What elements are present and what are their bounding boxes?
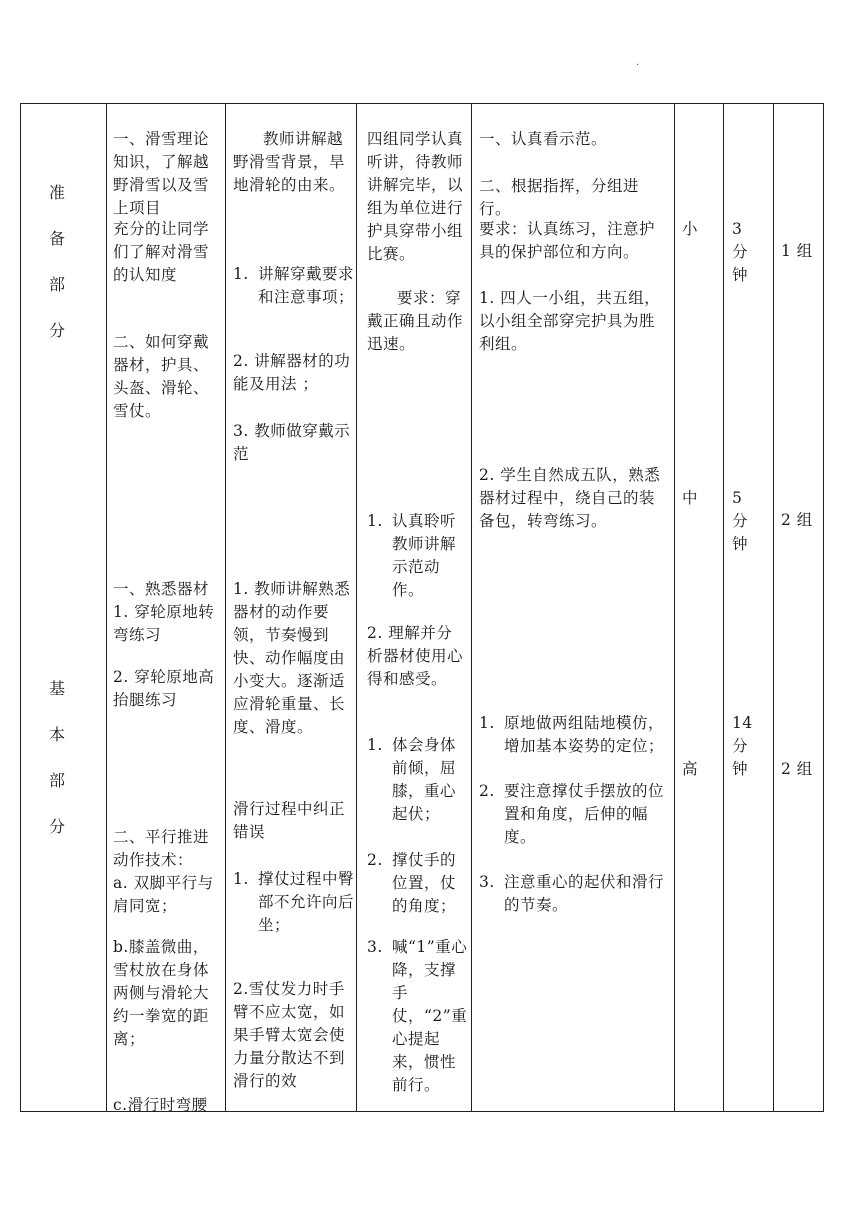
col-border	[773, 103, 774, 1112]
teacher-text: 2. 讲解器材的功能及用法 ；	[233, 352, 351, 393]
col-border	[356, 103, 357, 1112]
teacher-text: 2.雪仗发力时手臂不应太宽，如果手臂太宽会使力量分散达不到滑行的效	[233, 980, 346, 1090]
content-text: c.滑行时弯腰	[113, 1096, 208, 1114]
group-count: 1 组	[781, 242, 813, 260]
section-basic-char: 分	[48, 817, 65, 836]
org-text: 2. 学生自然成五队，熟悉器材过程中，绕自己的装备包，转弯练习。	[479, 466, 661, 530]
list-item: 1. 原地做两组陆地模仿，增加基本姿势的定位；	[479, 714, 665, 755]
duration-number: 3	[732, 220, 743, 238]
teacher-text: 教师讲解越野滑雪背景，旱地滑轮的由来。	[233, 130, 346, 194]
teacher-text: 1. 教师讲解熟悉器材的动作要领，节奏慢到快、动作幅度由小变大。逐渐适应滑轮重量、长度、滑度。	[233, 580, 351, 736]
org-text: 一、认真看示范。	[479, 130, 608, 148]
student-text: 2. 理解并分析器材使用心得和感受。	[367, 624, 464, 688]
intensity-high: 高	[682, 760, 699, 778]
group-count: 2 组	[781, 760, 813, 778]
content-text: 二、平行推进动作技术：	[113, 828, 210, 869]
teacher-text: 滑行过程中纠正错误	[233, 800, 346, 841]
col-border	[225, 103, 226, 1112]
duration-unit: 钟	[732, 266, 749, 284]
content-text: 二、如何穿戴器材，护具、头盔、滑轮、雪仗。	[113, 333, 210, 420]
group-count: 2 组	[781, 511, 813, 529]
teacher-list	[233, 868, 358, 937]
list-item: 2. 撑仗手的位置，仗的角度；	[367, 851, 457, 915]
section-basic-char: 基	[48, 679, 65, 698]
duration-cell	[732, 218, 754, 287]
table-top-border	[20, 103, 824, 104]
list-item: 1. 讲解穿戴要求和注意事项；	[233, 265, 355, 306]
student-text: 四组同学认真听讲，待教师讲解完毕，以组为单位进行护具穿带小组比赛。	[367, 130, 464, 263]
content-text: 2. 穿轮原地高抬腿练习	[113, 668, 215, 709]
org-text: 要求：认真练习，注意护具的保护部位和方向。	[479, 220, 656, 261]
section-basic-char: 本	[48, 725, 65, 744]
duration-unit: 钟	[732, 535, 749, 553]
list-item: 2. 要注意撑仗手摆放的位置和角度，后伸的幅度。	[479, 782, 665, 846]
section-basic-char: 部	[48, 771, 65, 790]
section-prep-char: 准	[48, 183, 65, 202]
student-text: 要求：穿戴正确且动作迅速。	[367, 289, 464, 353]
list-item: 1. 撑仗过程中臀部不允许向后坐；	[233, 870, 355, 934]
col-border	[106, 103, 107, 1112]
content-text: 一、熟悉器材	[113, 580, 210, 598]
section-prep-char: 备	[48, 229, 65, 248]
student-list	[367, 510, 469, 602]
duration-cell	[732, 712, 754, 781]
student-list	[367, 734, 469, 1097]
section-prep-char: 部	[48, 275, 65, 294]
org-list	[479, 712, 671, 917]
list-item: 3. 喊“1”重心降，支撑手仗，“2”重心提起来，惯性前行。	[367, 938, 468, 1094]
intensity-medium: 中	[682, 489, 699, 507]
org-text: 二、根据指挥，分组进行。	[479, 177, 640, 218]
content-text: 1. 穿轮原地转弯练习	[113, 603, 215, 644]
duration-number: 14	[732, 714, 753, 732]
col-border	[723, 103, 724, 1112]
col-border	[20, 103, 21, 1112]
teacher-text: 3. 教师做穿戴示范	[233, 422, 351, 463]
duration-unit: 分	[732, 737, 749, 755]
content-text: 一、滑雪理论知识，了解越野滑雪以及雪上项目	[113, 130, 210, 217]
list-item: 1. 认真聆听教师讲解示范动作。	[367, 512, 457, 599]
teacher-list	[233, 263, 358, 309]
col-border	[674, 103, 675, 1112]
list-item: 1. 体会身体前倾，屈膝，重心起伏；	[367, 736, 457, 823]
intensity-low: 小	[682, 220, 699, 238]
content-text: b.膝盖微曲，雪杖放在身体两侧与滑轮大约一拳宽的距离；	[113, 938, 210, 1048]
org-text: 1. 四人一小组，共五组，以小组全部穿完护具为胜利组。	[479, 289, 661, 353]
duration-unit: 分	[732, 243, 749, 261]
duration-number: 5	[732, 489, 743, 507]
content-text: a. 双脚平行与肩同宽；	[113, 874, 214, 915]
content-text: 充分的让同学们了解对滑雪的认知度	[113, 220, 210, 284]
corner-mark: ·	[636, 60, 640, 71]
section-prep-char: 分	[48, 321, 65, 340]
duration-unit: 钟	[732, 760, 749, 778]
duration-unit: 分	[732, 512, 749, 530]
col-border	[471, 103, 472, 1112]
list-item: 3. 注意重心的起伏和滑行的节奏。	[479, 873, 665, 914]
col-border	[823, 103, 824, 1112]
duration-cell	[732, 487, 754, 556]
